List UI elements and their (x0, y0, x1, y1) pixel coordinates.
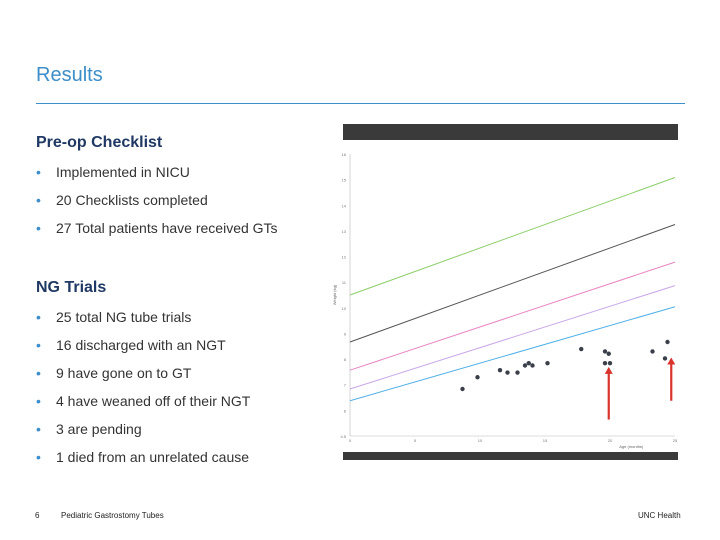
bullet-text: 27 Total patients have received GTs (56, 220, 278, 236)
list-item (36, 163, 278, 191)
data-point (460, 387, 464, 391)
y-tick-label: 10 (341, 305, 346, 311)
bullet-icon: • (36, 220, 41, 236)
footer-presentation-title: Pediatric Gastrostomy Tubes (61, 511, 164, 520)
percentile-line (350, 178, 675, 296)
list-item (36, 448, 250, 476)
y-tick-label: 16 (341, 152, 346, 157)
bullet-text: 20 Checklists completed (56, 192, 208, 208)
y-tick-label: 9 (343, 331, 346, 337)
x-tick-label: 15 (542, 438, 548, 443)
data-point (579, 347, 583, 351)
data-point (505, 370, 509, 374)
list-item (36, 420, 250, 448)
footer-organization: UNC Health (638, 511, 681, 520)
y-tick-label: 12 (341, 254, 346, 260)
x-tick-label: 5 (413, 438, 417, 443)
data-point (663, 356, 667, 360)
bullet-icon: • (36, 449, 41, 465)
x-axis-label: Age (months) (619, 444, 644, 449)
section-heading-preop: Pre-op Checklist (36, 134, 163, 151)
bullet-icon: • (36, 164, 41, 180)
data-point (523, 363, 527, 367)
x-tick-label: 0 (348, 438, 352, 443)
bullet-text: Implemented in NICU (56, 164, 190, 180)
bullet-text: 9 have gone on to GT (56, 365, 192, 381)
bullet-icon: • (36, 393, 41, 409)
data-point (603, 349, 607, 353)
data-point (603, 361, 607, 365)
y-axis-label: Weight (kg) (332, 284, 337, 306)
y-tick-label: 11 (341, 280, 346, 286)
data-point (608, 361, 612, 365)
list-item (36, 191, 278, 219)
bullet-icon: • (36, 365, 41, 381)
page-number: 6 (35, 511, 40, 520)
percentile-line (350, 286, 675, 389)
slide-title: Results (36, 64, 103, 86)
y-tick-label: 15 (341, 177, 346, 183)
y-tick-label: 6 (343, 408, 346, 414)
bullet-icon: • (36, 421, 41, 437)
list-item (36, 336, 250, 364)
bullet-text: 1 died from an unrelated cause (56, 449, 250, 465)
x-tick-label: 10 (477, 438, 483, 443)
x-tick-label: 25 (672, 438, 678, 443)
x-tick-label: 20 (607, 438, 613, 443)
y-tick-label: 8 (343, 357, 346, 363)
y-tick-label: 7 (343, 382, 346, 388)
section-heading-ng-trials: NG Trials (36, 279, 107, 296)
preop-bullet-list (36, 163, 278, 247)
title-divider (36, 103, 685, 104)
list-item (36, 219, 278, 247)
bullet-text: 4 have weaned off of their NGT (56, 393, 251, 409)
y-tick-label: 13 (341, 228, 346, 234)
ng-trials-bullet-list (36, 308, 250, 476)
data-point (607, 352, 611, 356)
data-point (545, 361, 549, 365)
data-point (665, 340, 669, 344)
growth-chart-paper (320, 140, 690, 452)
bullet-text: 3 are pending (56, 421, 142, 437)
list-item (36, 364, 250, 392)
growth-chart (320, 140, 690, 452)
bullet-text: 25 total NG tube trials (56, 309, 192, 325)
data-point (530, 363, 534, 367)
data-point (527, 361, 531, 365)
list-item (36, 308, 250, 336)
bullet-icon: • (36, 337, 41, 353)
bullet-text: 16 discharged with an NGT (56, 337, 226, 353)
y-tick-label: 4.5 (340, 434, 346, 439)
data-point (515, 370, 519, 374)
y-tick-label: 14 (341, 203, 346, 209)
red-arrow-head (605, 367, 613, 374)
bullet-icon: • (36, 192, 41, 208)
percentile-line (350, 225, 675, 343)
red-arrow-head (667, 357, 675, 364)
data-point (650, 349, 654, 353)
data-point (498, 368, 502, 372)
data-point (475, 375, 479, 379)
bullet-icon: • (36, 309, 41, 325)
list-item (36, 392, 250, 420)
